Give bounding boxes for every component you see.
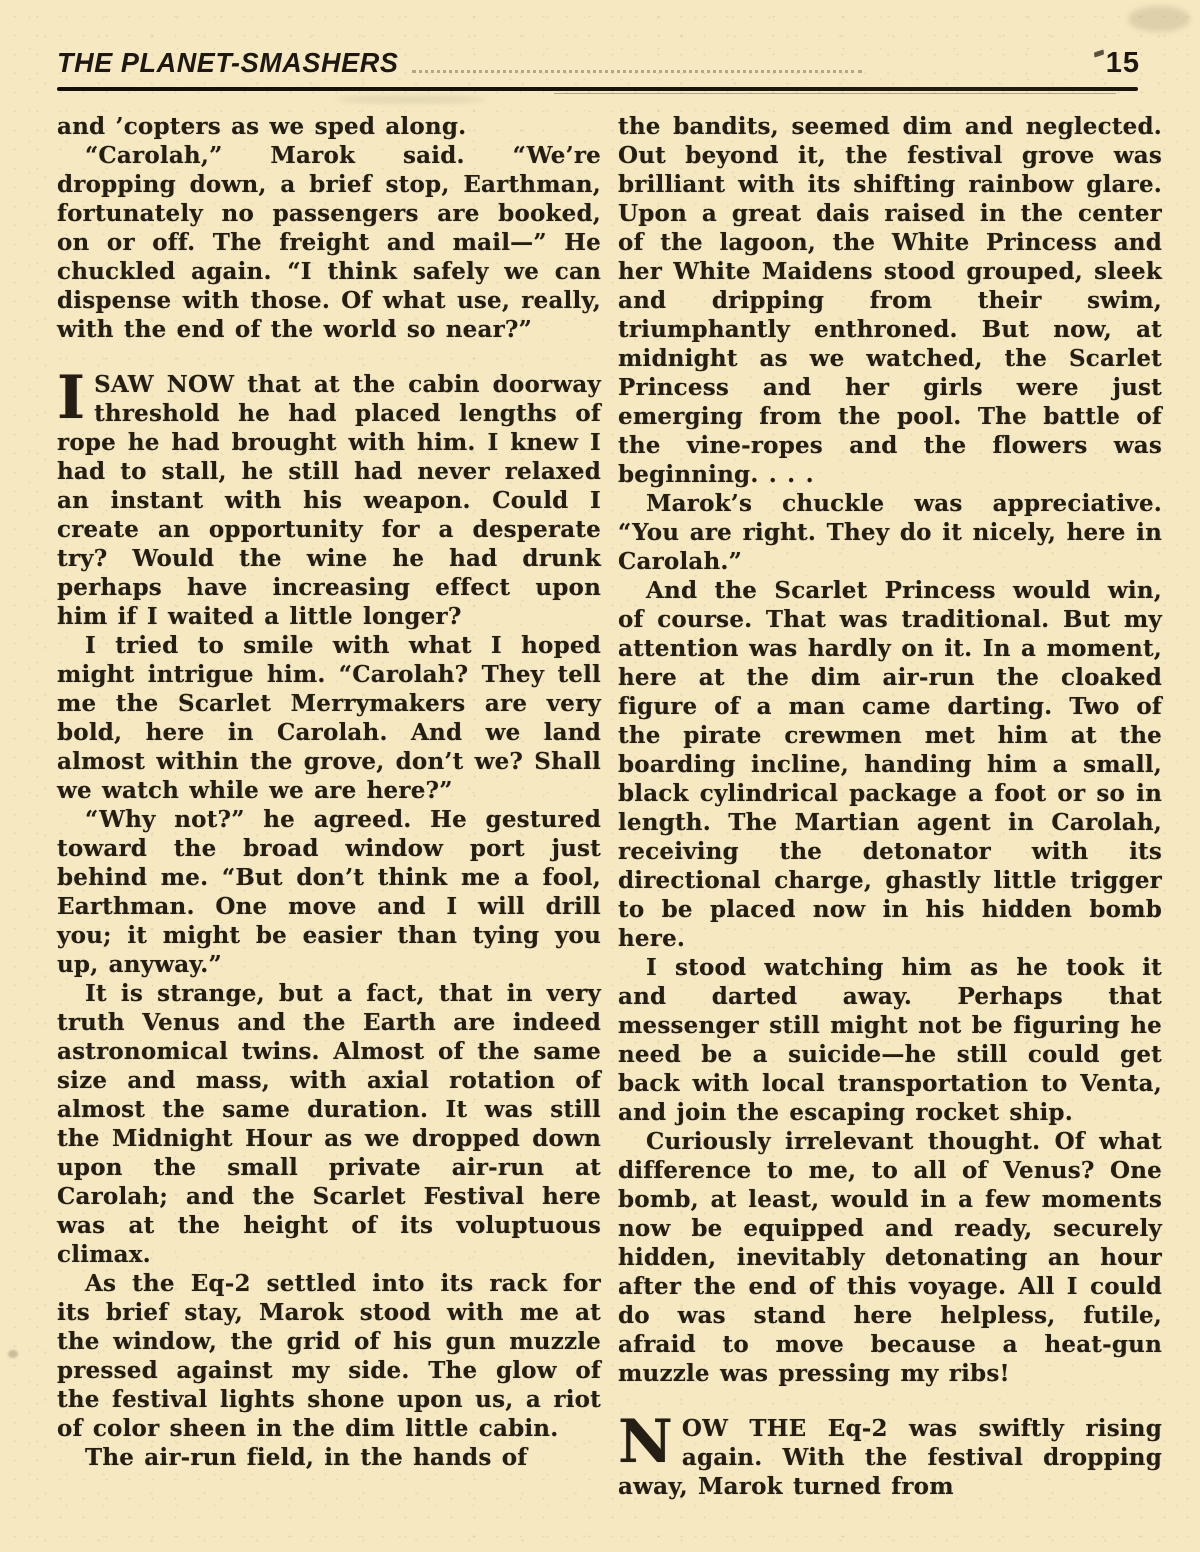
left-column	[57, 112, 601, 1501]
paragraph-dropcap	[618, 1407, 1162, 1501]
right-column	[618, 112, 1162, 1501]
paragraph: I stood watching him as he took it and darted away. Perhaps that messenger still might not be figuring he need be a suicide—he still could get back with local transportation to Venta, and join the escaping rocket ship.	[618, 954, 1162, 1126]
text-columns	[0, 91, 1200, 1501]
page-number: 15	[1105, 47, 1140, 79]
dropcap-initial: N	[618, 1407, 673, 1477]
paragraph-dropcap	[57, 363, 601, 631]
paragraph: the bandits, seemed dim and neglected. Out beyond it, the festival grove was brilliant with its shifting rainbow glare. Upon a great dais raised in the center of the lagoon, the White Princess and her White Maidens stood grouped, sleek and dripping from their swim, triumphantly enthroned. But now, at midnight as we watched, the Scarlet Princess and her girls were just emerging from the pool. The battle of the vine-ropes and the flowers was beginning. . . .	[618, 113, 1162, 488]
dropcap-lead: SAW NOW	[94, 371, 235, 398]
folio	[1094, 48, 1140, 78]
running-header	[0, 0, 1200, 78]
paragraph: The air-run field, in the hands of	[85, 1444, 528, 1471]
paragraph: And the Scarlet Princess would win, of course. That was traditional. But my attention was hardly on it. In a moment, here at the dim air-run the cloaked figure of a man came darting. Two of the pirate crewmen met him at the boarding incline, handing him a small, black cylindrical package a foot or so in length. The Martian agent in Carolah, receiving the detonator with its directional charge, ghastly little trigger to be placed now in his hidden bomb here.	[618, 577, 1162, 952]
paragraph: It is strange, but a fact, that in very truth Venus and the Earth are indeed astronomical twins. Almost of the same size and mass, with axial rotation of almost the same duration. It was still the Midnight Hour as we dropped down upon the small private air-run at Carolah; and the Scarlet Festival here was at the height of its voluptuous climax.	[57, 980, 601, 1268]
paragraph: Curiously irrelevant thought. Of what difference to me, to all of Venus? One bomb, at least, would in a few moments now be equipped and ready, securely hidden, inevitably detonating an hour after the end of this voyage. All I could do was stand here helpless, futile, afraid to move because a heat-gun muzzle was pressing my ribs!	[618, 1128, 1162, 1387]
page-title: THE PLANET-SMASHERS	[57, 47, 399, 79]
paper-smudge	[8, 1350, 18, 1358]
paragraph-text: was swiftly rising again. With the festival dropping away, Marok turned from	[618, 1415, 1162, 1500]
paragraph: “Why not?” he agreed. He gestured toward the broad window port just behind me. “But don’t think me a fool, Earthman. One move and I will drill you; it might be easier than tying you up, anyway.”	[57, 806, 601, 978]
paragraph: As the Eq-2 settled into its rack for its brief stay, Marok stood with me at the window, the grid of his gun muzzle pressed against my side. The glow of the festival lights shone upon us, a riot of color sheen in the dim little cabin.	[57, 1270, 601, 1442]
paragraph: Marok’s chuckle was appreciative. “You are right. They do it nicely, here in Carolah.”	[618, 490, 1162, 575]
folio-tick-mark	[1094, 49, 1104, 57]
dropcap-lead: OW THE Eq-2	[681, 1415, 888, 1442]
paragraph-text: that at the cabin doorway threshold he had placed lengths of rope he had brought with him. I knew I had to stall, he still had never relaxed an instant with his weapon. Could I create an opportunity for a desperate try? Would the wine he had drunk perhaps have increasing effect upon him if I waited a little longer?	[57, 371, 601, 630]
paragraph: I tried to smile with what I hoped might intrigue him. “Carolah? They tell me the Scarlet Merrymakers are very bold, here in Carolah. And we land almost within the grove, don’t we? Shall we watch while we are here?”	[57, 632, 601, 804]
paper-smudge	[336, 96, 486, 103]
dotted-leader	[412, 70, 862, 73]
paragraph: and ’copters as we sped along.	[57, 113, 467, 140]
dropcap-initial: I	[57, 363, 86, 433]
header-rule	[57, 87, 1138, 91]
paragraph: “Carolah,” Marok said. “We’re dropping down, a brief stop, Earthman, fortunately no passengers are booked, on or off. The freight and mail—” He chuckled again. “I think safely we can dispense with those. Of what use, really, with the end of the world so near?”	[57, 142, 601, 343]
paper-smudge	[1128, 6, 1190, 32]
